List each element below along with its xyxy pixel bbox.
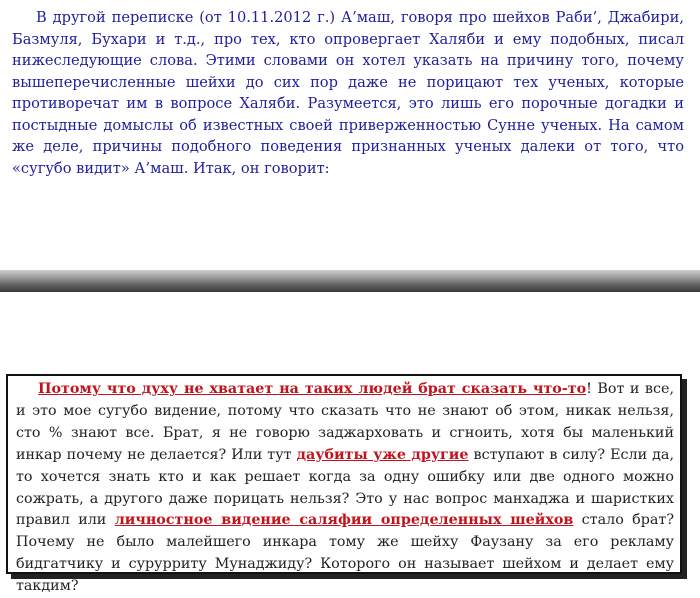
quote-highlight-3: личностное видение саляфии определенных шейхов — [114, 512, 574, 529]
document-page-top — [0, 0, 700, 270]
intro-paragraph: В другой переписке (от 10.11.2012 г.) А’маш, говоря про шейхов Раби’, Джабири, Базмуля, Бухари и т.д., про тех, кто опровергает Халяби и ему подобных, писал нижеследующие слова. Этими словами он хотел указать на причину того, почему вышеперечисленные шейхи до сих пор даже не порицают тех ученых, которые противоречат им в вопросе Халяби. Разумеется, это лишь его порочные догадки и постыдные домыслы об известных своей приверженностью Сунне ученых. На самом же деле, причины подобного поведения признанных ученых далеки от того, что «сугубо видит» А’маш. Итак, он говорит: — [12, 9, 684, 177]
quote-text — [16, 379, 674, 598]
quote-box — [6, 374, 682, 595]
quote-segment-1: ! Вот и все, и это мое сугубо видение, потому что сказать что не знают об этом, никак нельзя, сто % знают все. Брат, я не говорю заджарховать и сгноить, хотя бы маленький инкар почему не делается? Или тут — [16, 381, 674, 463]
page-separator — [0, 270, 700, 292]
quote-segment-3: стало брат? Почему не было малейшего инкара тому же шейху Фаузану за его рекламу бидгатчику и сурурриту Мунаджиду? Которого он называет шейхом и делает ему такдим? — [16, 512, 674, 595]
quote-segment-2: вступают в силу? Если да, то хочется знать кто и как решает когда за одну ошибку или две одного можно сожрать, а другого даже порицать нельзя? Это у нас вопрос манхаджа и шаристких правил или — [16, 446, 675, 529]
quote-highlight-1: Потому что духу не хватает на таких людей брат сказать что-то — [38, 381, 587, 397]
quote-highlight-2: даубиты уже другие — [296, 446, 469, 463]
